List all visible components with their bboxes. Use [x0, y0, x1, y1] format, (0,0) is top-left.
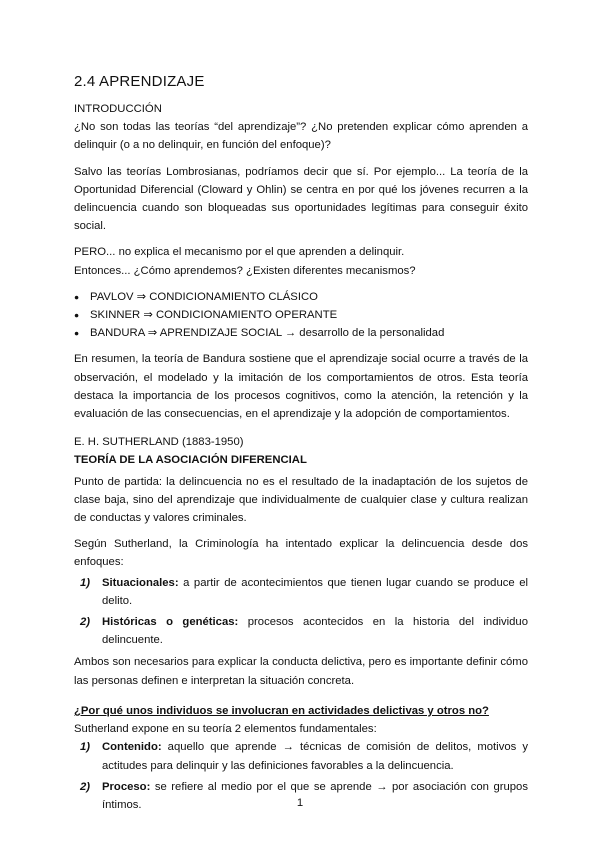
list-item	[74, 738, 528, 774]
item-text: aquello que aprende → técnicas de comisión de delitos, motivos y actitudes para delinquir y las definiciones favorables a la delincuencia.	[102, 741, 528, 772]
item-text: procesos acontecidos en la historia del individuo delincuente.	[102, 616, 528, 647]
item-term: Proceso:	[102, 780, 151, 793]
list-item: ● SKINNER ⇒ CONDICIONAMIENTO OPERANTE	[74, 306, 528, 324]
list-item: ● BANDURA ⇒ APRENDIZAJE SOCIAL → desarrollo de la personalidad	[74, 324, 528, 342]
item-number: 1)	[80, 576, 91, 589]
intro-heading: INTRODUCCIÓN	[74, 103, 162, 115]
intro-paragraph-3a: PERO... no explica el mecanismo por el que aprenden a delinquir.	[74, 246, 405, 259]
item-term: Contenido:	[102, 741, 162, 754]
key-question: ¿Por qué unos individuos se involucran en actividades delictivas y otros no?	[74, 704, 489, 717]
theory-title: TEORÍA DE LA ASOCIACIÓN DIFERENCIAL	[74, 454, 307, 467]
item-term: Situacionales:	[102, 576, 179, 589]
item-number: 1)	[80, 741, 91, 754]
document-page	[74, 72, 528, 818]
item-text: a partir de acontecimientos que tienen lugar cuando se produce el delito.	[102, 576, 528, 607]
item-term: Históricas o genéticas:	[102, 616, 239, 629]
summary-paragraph: En resumen, la teoría de Bandura sostiene que el aprendizaje social ocurre a través de la observación, el modelado y la imitación de los comportamientos de otros. Esta teoría destaca la importancia de los procesos cognitivos, como la atención, la retención y la evaluación de las consecuencias, en el aprendizaje y la adopción de comportamientos.	[74, 353, 528, 421]
item-text: se refiere al medio por el que se aprende → por asociación con grupos íntimos.	[102, 780, 528, 811]
starting-point-paragraph: Punto de partida: la delincuencia no es el resultado de la inadaptación de los sujetos de clase baja, sino del aprendizaje que individualmente de cualquier clase y cultura realizan de conductas y valores criminales.	[74, 475, 528, 525]
intro-paragraph-2: Salvo las teorías Lombrosianas, podríamos decir que sí. Por ejemplo... La teoría de la Oportunidad Diferencial (Cloward y Ohlin) se centra en por qué los jóvenes recurren a la delincuencia cuando son bloqueadas sus oportunidades legítimas para conseguir éxito social.	[74, 165, 528, 233]
item-number: 2)	[80, 616, 91, 629]
elements-intro: Sutherland expone en su teoría 2 elementos fundamentales:	[74, 723, 377, 736]
list-item: ● PAVLOV ⇒ CONDICIONAMIENTO CLÁSICO	[74, 288, 528, 306]
list-item	[74, 574, 528, 610]
section-title: 2.4 APRENDIZAJE	[74, 73, 205, 90]
list-item	[74, 613, 528, 649]
item-number: 2)	[80, 780, 91, 793]
both-necessary-paragraph: Ambos son necesarios para explicar la conducta delictiva, pero es importante definir cómo las personas definen e interpretan la situación concreta.	[74, 656, 528, 687]
approaches-list	[74, 574, 528, 650]
author-line: E. H. SUTHERLAND (1883-1950)	[74, 436, 244, 449]
theorist-list	[74, 288, 528, 343]
approaches-intro: Según Sutherland, la Criminología ha intentado explicar la delincuencia desde dos enfoques:	[74, 538, 528, 569]
page-number: 1	[296, 797, 304, 809]
intro-paragraph-1: ¿No son todas las teorías “del aprendizaje”? ¿No pretenden explicar cómo aprenden a delinquir (o a no delinquir, en función del enfoque)?	[74, 121, 528, 152]
intro-paragraph-3b: Entonces... ¿Cómo aprendemos? ¿Existen diferentes mecanismos?	[74, 264, 416, 277]
